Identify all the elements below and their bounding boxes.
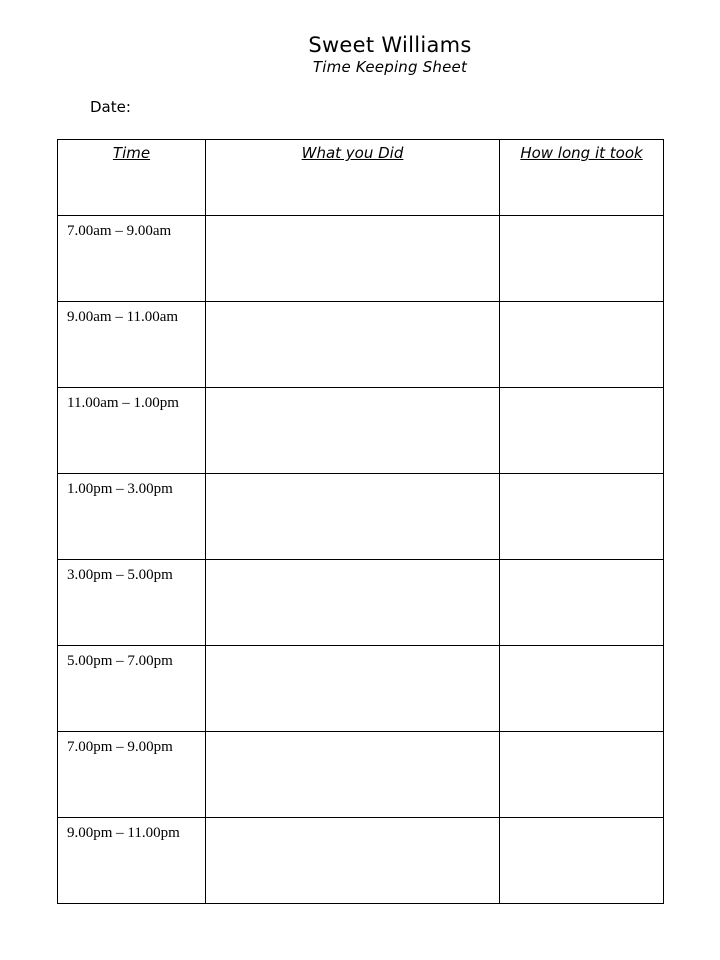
duration-cell[interactable]	[500, 560, 664, 646]
column-header-what-you-did: What you Did	[206, 140, 500, 216]
time-slot-cell: 7.00pm – 9.00pm	[58, 732, 206, 818]
column-header-time: Time	[58, 140, 206, 216]
time-slot-cell: 9.00am – 11.00am	[58, 302, 206, 388]
time-slot-cell: 9.00pm – 11.00pm	[58, 818, 206, 904]
table-row	[58, 474, 664, 560]
time-keeping-table	[57, 139, 664, 904]
duration-cell[interactable]	[500, 388, 664, 474]
time-slot-cell: 1.00pm – 3.00pm	[58, 474, 206, 560]
activity-cell[interactable]	[206, 216, 500, 302]
duration-cell[interactable]	[500, 216, 664, 302]
time-slot-cell: 5.00pm – 7.00pm	[58, 646, 206, 732]
table-row	[58, 560, 664, 646]
table-row	[58, 646, 664, 732]
table-header-row	[58, 140, 664, 216]
sheet-title: Sweet Williams	[308, 33, 472, 57]
duration-cell[interactable]	[500, 818, 664, 904]
activity-cell[interactable]	[206, 646, 500, 732]
column-header-how-long: How long it took	[500, 140, 664, 216]
duration-cell[interactable]	[500, 732, 664, 818]
duration-cell[interactable]	[500, 302, 664, 388]
activity-cell[interactable]	[206, 560, 500, 646]
activity-cell[interactable]	[206, 732, 500, 818]
table-row	[58, 302, 664, 388]
duration-cell[interactable]	[500, 646, 664, 732]
activity-cell[interactable]	[206, 474, 500, 560]
duration-cell[interactable]	[500, 474, 664, 560]
activity-cell[interactable]	[206, 818, 500, 904]
table-row	[58, 216, 664, 302]
table-row	[58, 388, 664, 474]
time-slot-cell: 3.00pm – 5.00pm	[58, 560, 206, 646]
time-slot-cell: 7.00am – 9.00am	[58, 216, 206, 302]
table-row	[58, 732, 664, 818]
activity-cell[interactable]	[206, 388, 500, 474]
date-label: Date:	[90, 98, 131, 116]
table-row	[58, 818, 664, 904]
time-slot-cell: 11.00am – 1.00pm	[58, 388, 206, 474]
activity-cell[interactable]	[206, 302, 500, 388]
sheet-subtitle: Time Keeping Sheet	[312, 58, 468, 76]
